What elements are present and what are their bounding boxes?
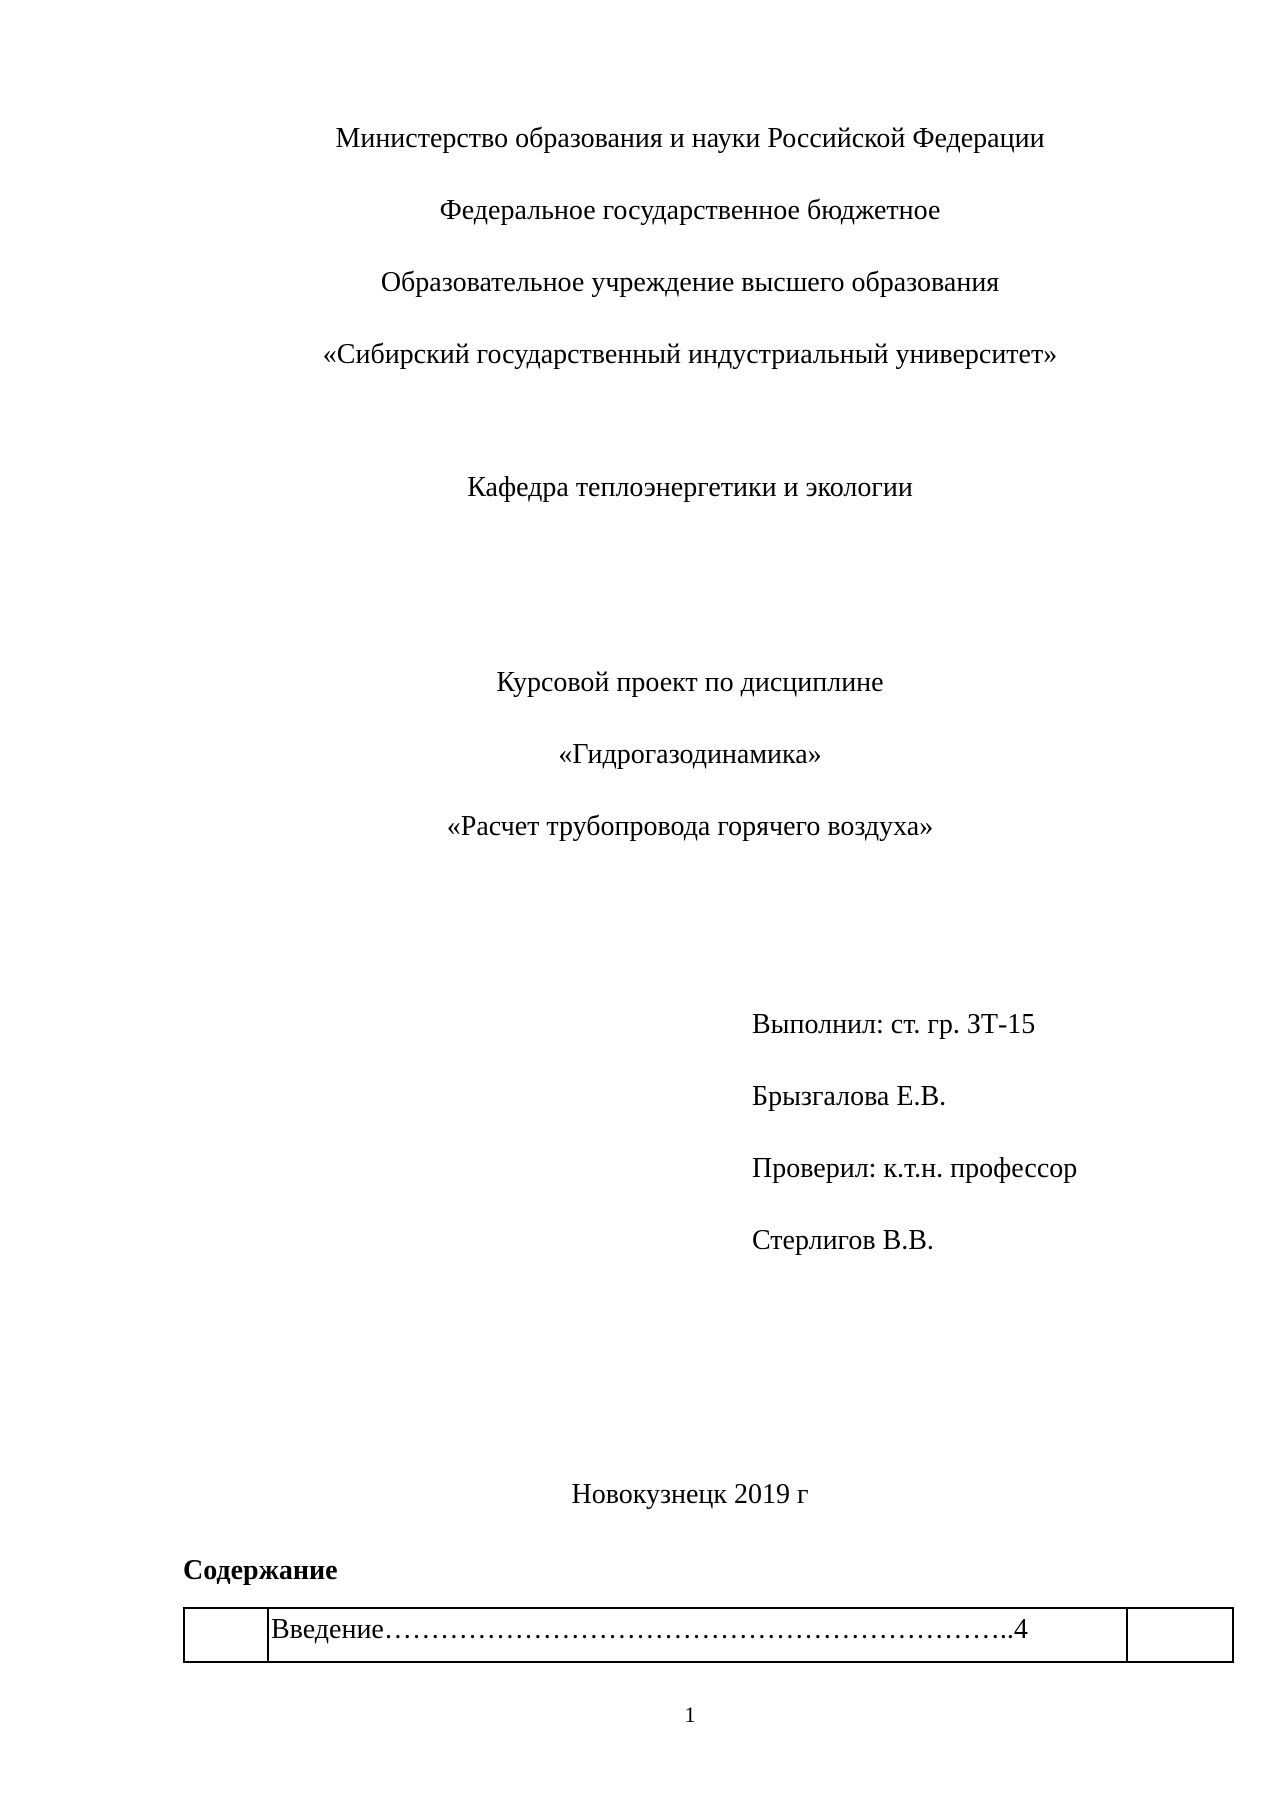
project-discipline: «Гидрогазодинамика» bbox=[558, 739, 822, 770]
student-name: Брызгалова Е.В. bbox=[752, 1081, 947, 1112]
toc-row-number bbox=[184, 1608, 268, 1662]
federal-line: Федеральное государственное бюджетное bbox=[439, 195, 941, 226]
toc-row-title: Введение…………………………………………………………..4 bbox=[268, 1608, 1127, 1662]
city-year: Новокузнецк 2019 г bbox=[571, 1479, 809, 1510]
toc-row-page bbox=[1127, 1608, 1233, 1662]
ministry-line: Министерство образования и науки Российской Федерации bbox=[335, 123, 1045, 154]
checked-by-line: Проверил: к.т.н. профессор bbox=[752, 1153, 1078, 1184]
university-name: «Сибирский государственный индустриальный университет» bbox=[322, 339, 1058, 370]
institution-type-line: Образовательное учреждение высшего образования bbox=[380, 267, 1000, 298]
page-number: 1 bbox=[684, 1702, 696, 1727]
project-type: Курсовой проект по дисциплине bbox=[496, 667, 884, 698]
project-topic: «Расчет трубопровода горячего воздуха» bbox=[446, 811, 934, 842]
toc-row bbox=[184, 1608, 1233, 1662]
teacher-name: Стерлигов В.В. bbox=[752, 1225, 934, 1256]
toc-heading: Содержание bbox=[183, 1555, 338, 1586]
performed-by-line: Выполнил: ст. гр. ЗТ-15 bbox=[752, 1009, 1036, 1040]
department-name: Кафедра теплоэнергетики и экологии bbox=[467, 472, 913, 503]
toc-table bbox=[183, 1607, 1234, 1663]
